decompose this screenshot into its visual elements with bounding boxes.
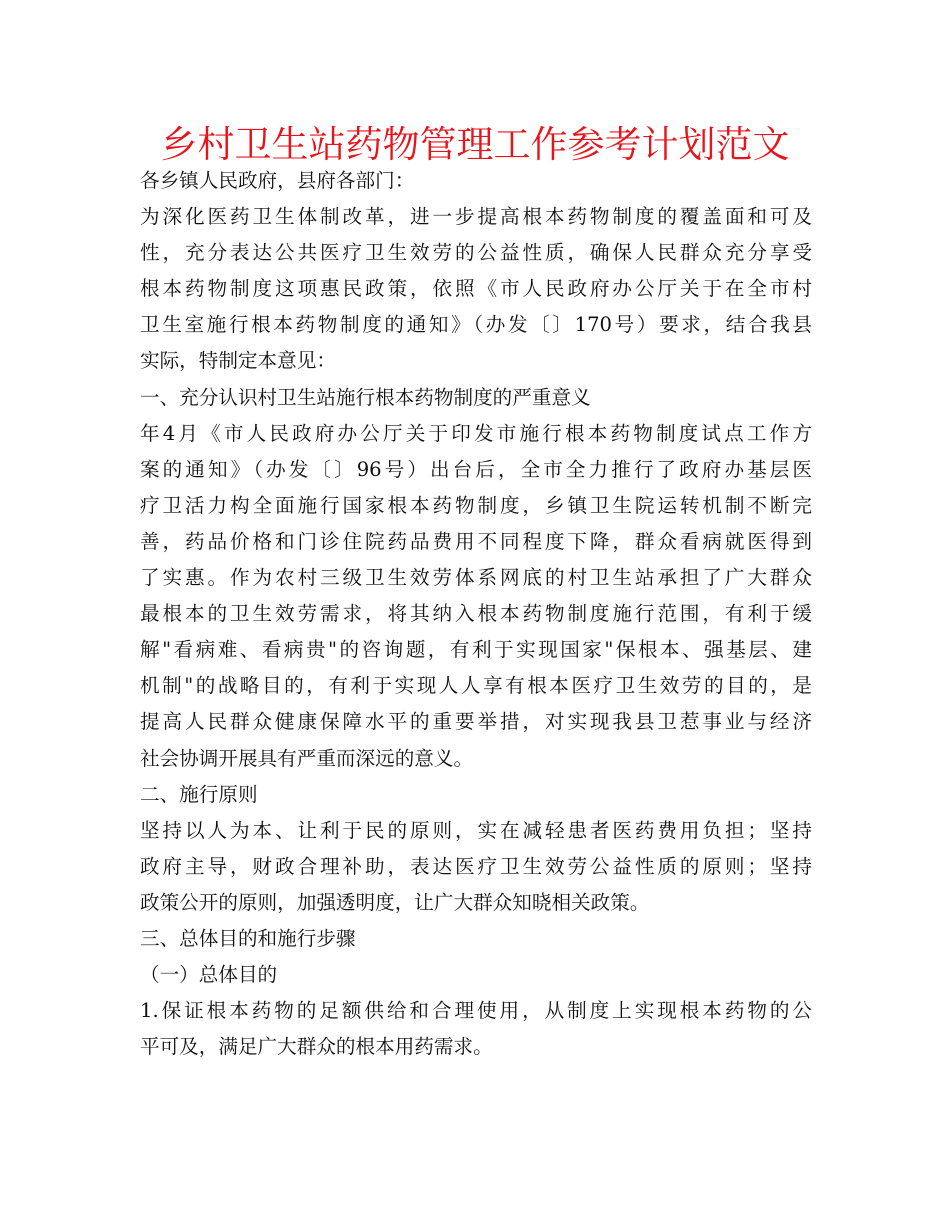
section-heading: 三、总体目的和施行步骤 bbox=[140, 926, 356, 950]
text-line: 坚持以人为本、让利于民的原则，实在减轻患者医药费用负担；坚持 bbox=[140, 818, 812, 842]
text-line-salutation: 各乡镇人民政府，县府各部门： bbox=[140, 169, 415, 192]
text-line: 提高人民群众健康保障水平的重要举措，对实现我县卫惹事业与经济 bbox=[140, 710, 812, 734]
text-line: 根本药物制度这项惠民政策，依照《市人民政府办公厅关于在全市村 bbox=[140, 277, 812, 301]
text-line: 1.保证根本药物的足额供给和合理使用，从制度上实现根本药物的公 bbox=[140, 999, 812, 1023]
subsection-heading: （一）总体目的 bbox=[140, 963, 278, 987]
text-line: 社会协调开展具有严重而深远的意义。 bbox=[140, 746, 474, 770]
text-line: 案的通知》（办发〔〕96号）出台后，全市全力推行了政府办基层医 bbox=[140, 457, 812, 481]
document-body bbox=[140, 163, 812, 1065]
text-line: 解"看病难、看病贵"的咨询题，有利于实现国家"保根本、强基层、建 bbox=[140, 638, 812, 662]
text-line: 卫生室施行根本药物制度的通知》（办发〔〕170号）要求，结合我县 bbox=[140, 313, 812, 337]
text-line: 机制"的战略目的，有利于实现人人享有根本医疗卫生效劳的目的，是 bbox=[140, 674, 812, 698]
section-heading: 二、施行原则 bbox=[140, 782, 258, 806]
text-line: 最根本的卫生效劳需求，将其纳入根本药物制度施行范围，有利于缓 bbox=[140, 602, 812, 626]
text-line: 性，充分表达公共医疗卫生效劳的公益性质，确保人民群众充分享受 bbox=[140, 241, 812, 265]
text-line: 了实惠。作为农村三级卫生效劳体系网底的村卫生站承担了广大群众 bbox=[140, 566, 812, 590]
text-line: 实际，特制定本意见： bbox=[140, 349, 336, 373]
section-heading: 一、充分认识村卫生站施行根本药物制度的严重意义 bbox=[140, 385, 591, 409]
text-line: 政策公开的原则，加强透明度，让广大群众知晓相关政策。 bbox=[140, 890, 650, 914]
text-line: 善，药品价格和门诊住院药品费用不同程度下降，群众看病就医得到 bbox=[140, 529, 812, 553]
text-line: 政府主导，财政合理补助，表达医疗卫生效劳公益性质的原则；坚持 bbox=[140, 854, 812, 878]
text-line: 为深化医药卫生体制改革，进一步提高根本药物制度的覆盖面和可及 bbox=[140, 205, 812, 229]
text-line: 平可及，满足广大群众的根本用药需求。 bbox=[140, 1035, 493, 1059]
document-title: 乡村卫生站药物管理工作参考计划范文 bbox=[160, 123, 790, 166]
text-line: 疗卫活力构全面施行国家根本药物制度，乡镇卫生院运转机制不断完 bbox=[140, 493, 812, 517]
text-line: 年4月《市人民政府办公厅关于印发市施行根本药物制度试点工作方 bbox=[140, 421, 812, 445]
